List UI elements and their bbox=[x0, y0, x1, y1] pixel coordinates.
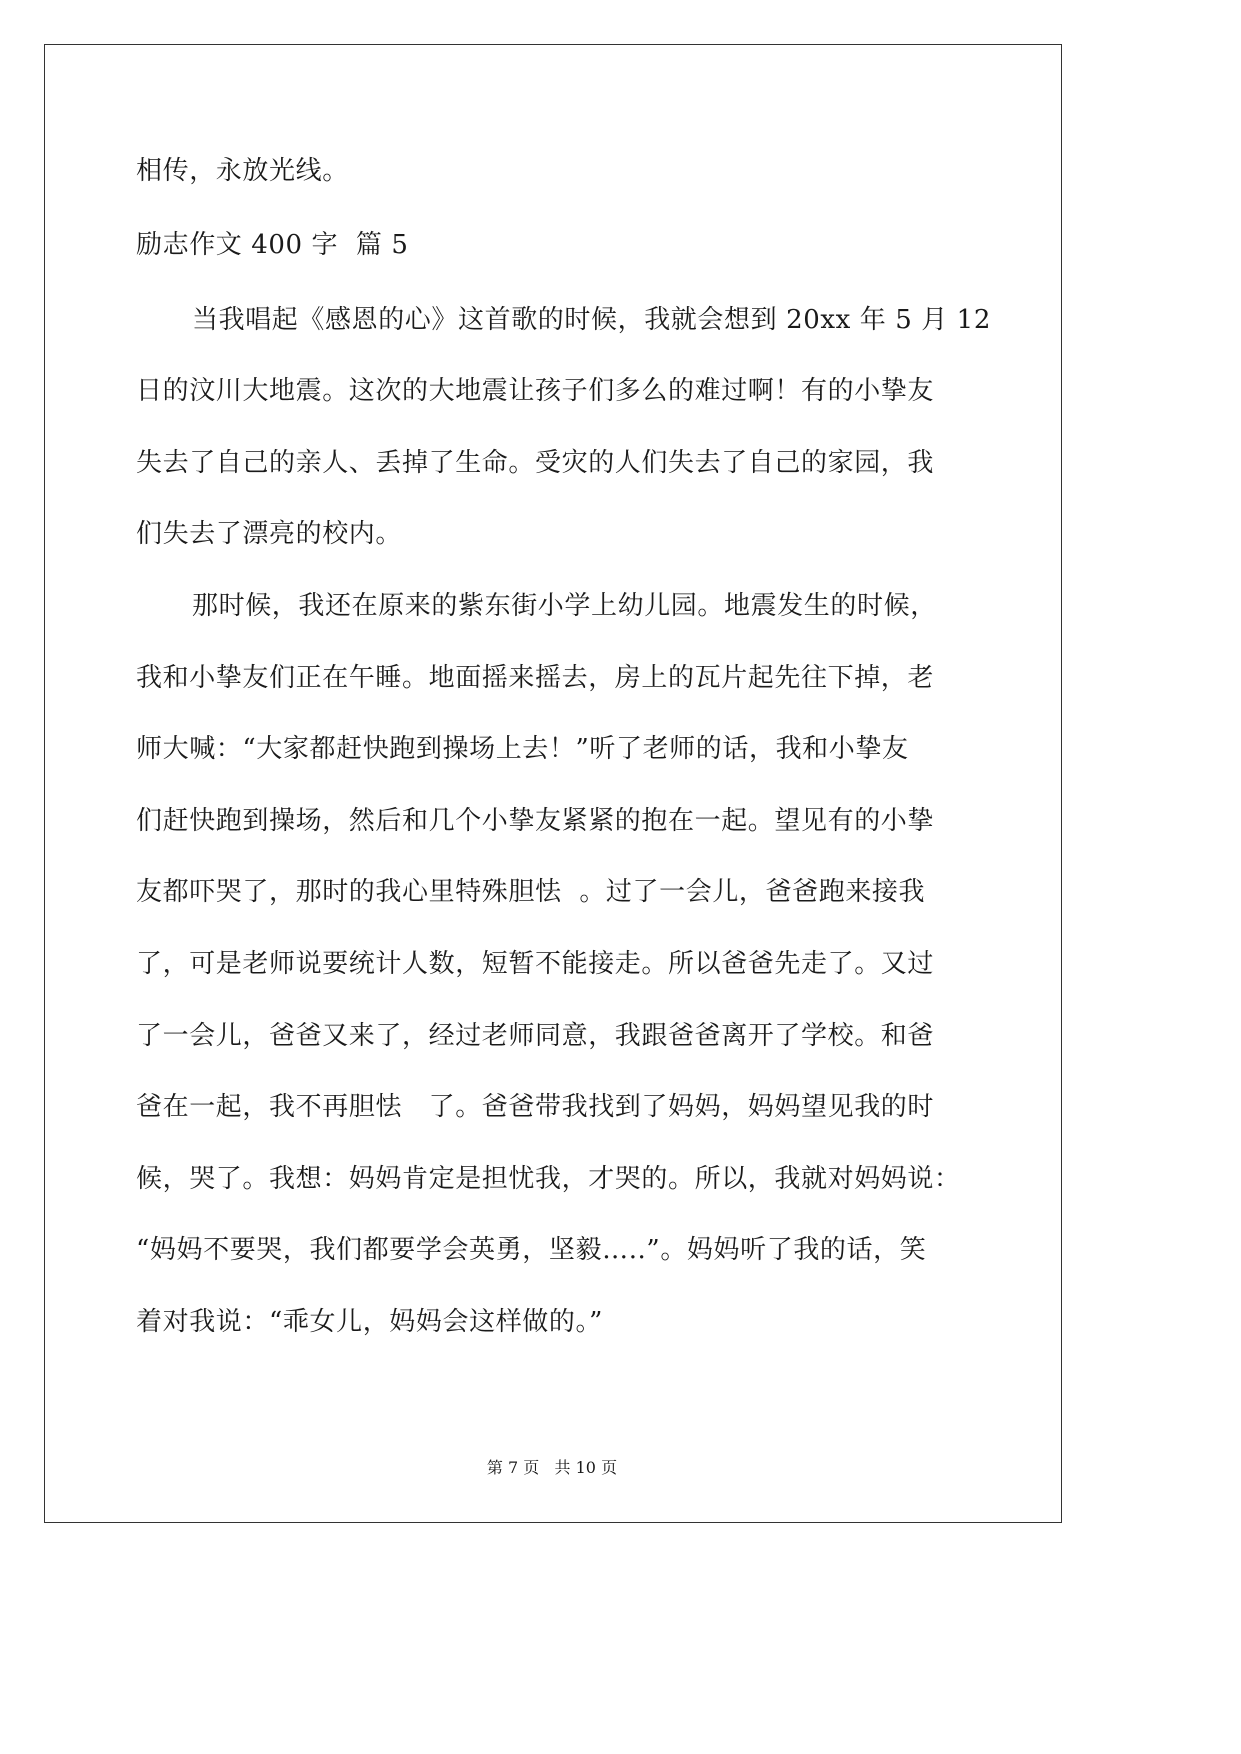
text-line: 友都吓哭了，那时的我心里特殊胆怯 。过了一会儿，爸爸跑来接我 bbox=[136, 877, 926, 907]
text-line: 日的汶川大地震。这次的大地震让孩子们多么的难过啊！有的小挚友 bbox=[136, 376, 935, 406]
text-line: “妈妈不要哭，我们都要学会英勇，坚毅…..”。妈妈听了我的话，笑 bbox=[136, 1235, 927, 1265]
text-line: 们赶快跑到操场，然后和几个小挚友紧紧的抱在一起。望见有的小挚 bbox=[136, 806, 935, 836]
text-line: 了一会儿，爸爸又来了，经过老师同意，我跟爸爸离开了学校。和爸 bbox=[136, 1021, 935, 1051]
text-line: 师大喊：“大家都赶快跑到操场上去！”听了老师的话，我和小挚友 bbox=[136, 734, 909, 764]
page-footer: 第 7 页 共 10 页 bbox=[486, 1458, 618, 1477]
text-line: 失去了自己的亲人、丢掉了生命。受灾的人们失去了自己的家园，我 bbox=[136, 448, 935, 478]
section-heading: 励志作文 400 字 篇 5 bbox=[136, 230, 409, 260]
text-line: 那时候，我还在原来的紫东街小学上幼儿园。地震发生的时候， bbox=[192, 591, 937, 621]
text-line: 们失去了漂亮的校内。 bbox=[136, 519, 403, 549]
text-line: 爸在一起，我不再胆怯 了。爸爸带我找到了妈妈，妈妈望见我的时 bbox=[136, 1092, 934, 1122]
text-line: 相传，永放光线。 bbox=[136, 156, 349, 186]
text-line: 当我唱起《感恩的心》这首歌的时候，我就会想到 20xx 年 5 月 12 bbox=[192, 305, 991, 335]
text-line: 了，可是老师说要统计人数，短暂不能接走。所以爸爸先走了。又过 bbox=[136, 949, 935, 979]
text-line: 我和小挚友们正在午睡。地面摇来摇去，房上的瓦片起先往下掉，老 bbox=[136, 663, 935, 693]
text-line: 候，哭了。我想：妈妈肯定是担忧我，才哭的。所以，我就对妈妈说： bbox=[136, 1164, 961, 1194]
text-line: 着对我说：“乖女儿，妈妈会这样做的。” bbox=[136, 1307, 603, 1337]
